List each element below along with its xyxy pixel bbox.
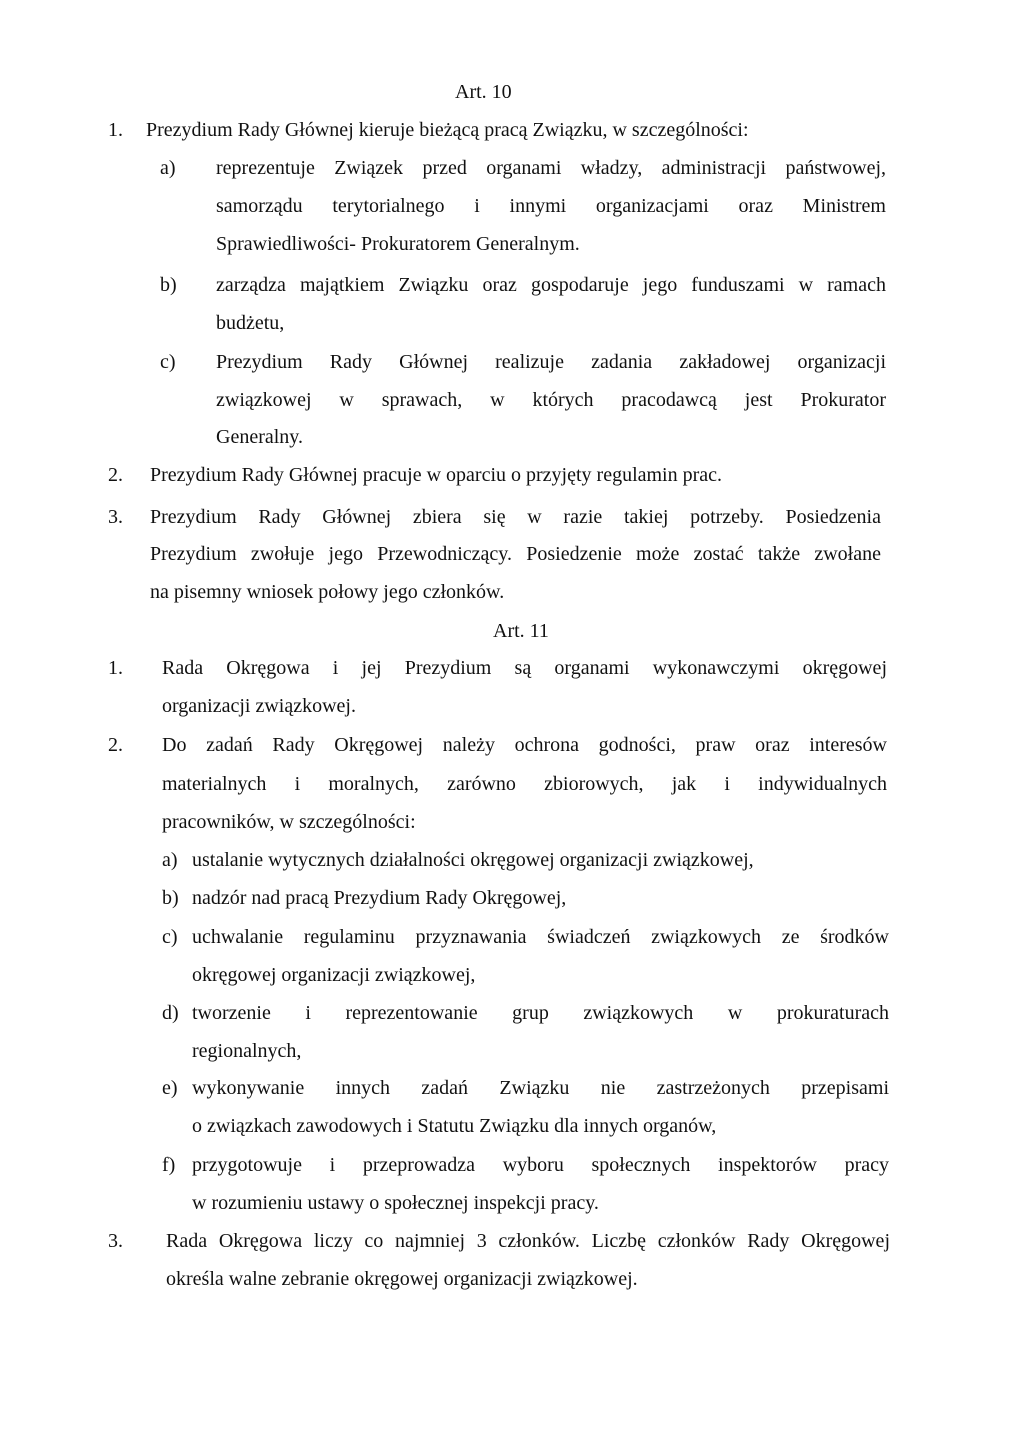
art10-p1-item-c-line: Prezydium Rady Głównej realizuje zadania zakładowej organizacji bbox=[216, 351, 886, 373]
art10-p1-item-a-marker: a) bbox=[160, 157, 176, 179]
art11-p2-item-f-line: w rozumieniu ustawy o społecznej inspekcji pracy. bbox=[192, 1192, 599, 1214]
art11-p2-item-b-line: nadzór nad pracą Prezydium Rady Okręgowej, bbox=[192, 887, 567, 909]
art11-p3-line: określa walne zebranie okręgowej organizacji związkowej. bbox=[166, 1268, 638, 1290]
art11-p1-marker: 1. bbox=[108, 657, 123, 679]
art10-p3-line: na pisemny wniosek połowy jego członków. bbox=[150, 581, 505, 603]
art10-p1-text: Prezydium Rady Głównej kieruje bieżącą pracą Związku, w szczególności: bbox=[146, 119, 749, 141]
art11-p2-item-c-line: okręgowej organizacji związkowej, bbox=[192, 964, 476, 986]
article-11-heading: Art. 11 bbox=[493, 620, 549, 642]
art10-p3-line: Prezydium Rady Głównej zbiera się w razie takiej potrzeby. Posiedzenia bbox=[150, 506, 881, 528]
art11-p1-line: organizacji związkowej. bbox=[162, 695, 356, 717]
art10-p1-item-c-line: związkowej w sprawach, w których pracodawcą jest Prokurator bbox=[216, 389, 886, 411]
art11-p2-line: Do zadań Rady Okręgowej należy ochrona godności, praw oraz interesów bbox=[162, 734, 887, 756]
art11-p3-marker: 3. bbox=[108, 1230, 123, 1252]
article-10-heading: Art. 10 bbox=[455, 81, 512, 103]
art10-p1-marker: 1. bbox=[108, 119, 123, 141]
art10-p1-item-b-marker: b) bbox=[160, 274, 177, 296]
art10-p1-item-b-line: zarządza majątkiem Związku oraz gospodaruje jego funduszami w ramach bbox=[216, 274, 886, 296]
art11-p2-line: pracowników, w szczególności: bbox=[162, 811, 416, 833]
art10-p2-marker: 2. bbox=[108, 464, 123, 486]
art10-p3-marker: 3. bbox=[108, 506, 123, 528]
art11-p2-item-b-marker: b) bbox=[162, 887, 179, 909]
art10-p2-text: Prezydium Rady Głównej pracuje w oparciu o przyjęty regulamin prac. bbox=[150, 464, 723, 486]
art11-p2-item-f-marker: f) bbox=[162, 1154, 176, 1176]
art11-p2-item-a-line: ustalanie wytycznych działalności okręgowej organizacji związkowej, bbox=[192, 849, 754, 871]
art11-p2-marker: 2. bbox=[108, 734, 123, 756]
art11-p2-item-e-marker: e) bbox=[162, 1077, 178, 1099]
art11-p2-item-a-marker: a) bbox=[162, 849, 178, 871]
art11-p2-item-d-line: tworzenie i reprezentowanie grup związkowych w prokuraturach bbox=[192, 1002, 889, 1024]
art10-p1-item-a-line: reprezentuje Związek przed organami władzy, administracji państwowej, bbox=[216, 157, 886, 179]
art11-p2-item-c-line: uchwalanie regulaminu przyznawania świadczeń związkowych ze środków bbox=[192, 926, 889, 948]
art11-p2-item-d-marker: d) bbox=[162, 1002, 179, 1024]
art10-p1-item-c-marker: c) bbox=[160, 351, 176, 373]
art11-p2-item-d-line: regionalnych, bbox=[192, 1040, 302, 1062]
art10-p1-item-a-line: Sprawiedliwości- Prokuratorem Generalnym. bbox=[216, 233, 580, 255]
art11-p2-item-c-marker: c) bbox=[162, 926, 178, 948]
art11-p2-line: materialnych i moralnych, zarówno zbiorowych, jak i indywidualnych bbox=[162, 773, 887, 795]
art11-p2-item-e-line: o związkach zawodowych i Statutu Związku dla innych organów, bbox=[192, 1115, 717, 1137]
art10-p1-item-a-line: samorządu terytorialnego i innymi organizacjami oraz Ministrem bbox=[216, 195, 886, 217]
art10-p3-line: Prezydium zwołuje jego Przewodniczący. Posiedzenie może zostać także zwołane bbox=[150, 543, 881, 565]
art11-p2-item-e-line: wykonywanie innych zadań Związku nie zastrzeżonych przepisami bbox=[192, 1077, 889, 1099]
art11-p2-item-f-line: przygotowuje i przeprowadza wyboru społecznych inspektorów pracy bbox=[192, 1154, 889, 1176]
art10-p1-item-c-line: Generalny. bbox=[216, 426, 303, 448]
art10-p1-item-b-line: budżetu, bbox=[216, 312, 285, 334]
art11-p3-line: Rada Okręgowa liczy co najmniej 3 członków. Liczbę członków Rady Okręgowej bbox=[166, 1230, 890, 1252]
art11-p1-line: Rada Okręgowa i jej Prezydium są organami wykonawczymi okręgowej bbox=[162, 657, 887, 679]
